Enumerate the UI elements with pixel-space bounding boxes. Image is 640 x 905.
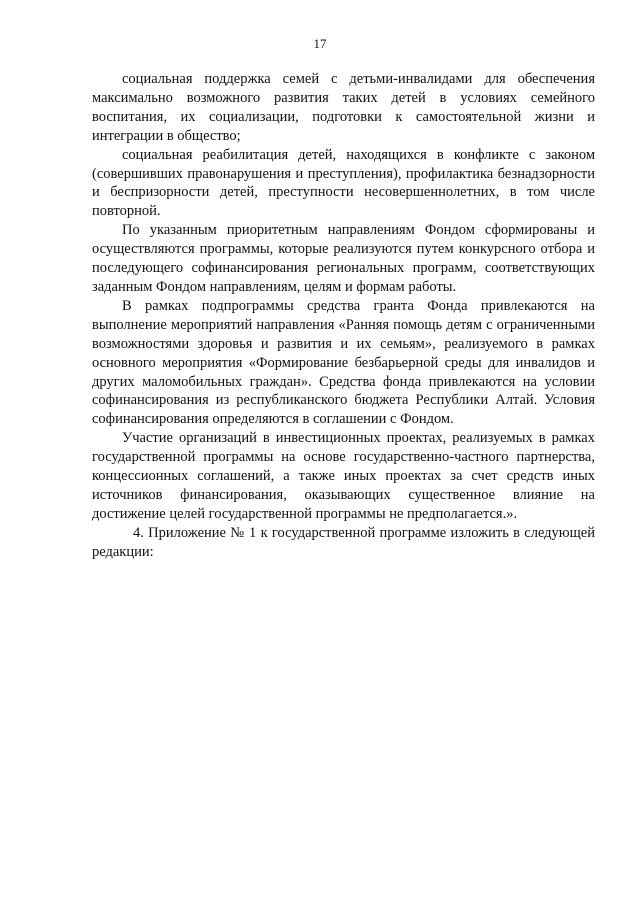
paragraph-social-rehabilitation: социальная реабилитация детей, находящихся в конфликте с законом (совершивших правонарушения и преступления), профилактика безнадзорности и беспризорности детей, преступности несовершеннолетних, в том числе повторной.: [92, 146, 595, 220]
paragraph-investment-projects: Участие организаций в инвестиционных проектах, реализуемых в рамках государственной программы на основе государственно-частного партнерства, концессионных соглашений, а также иных проектах за счет средств иных источников финансирования, оказывающих существенное влияние на достижение целей государственной программы не предполагается.».: [92, 430, 595, 522]
paragraph-item-4: 4. Приложение № 1 к государственной программе изложить в следующей редакции:: [92, 524, 595, 560]
paragraph-fund-programs: По указанным приоритетным направлениям Фондом сформированы и осуществляются программы, которые реализуются путем конкурсного отбора и последующего софинансирования региональных программ, соответствующих заданным Фондом направлениям, целям и формам работы.: [92, 222, 595, 295]
paragraph-grant-funds: В рамках подпрограммы средства гранта Фонда привлекаются на выполнение мероприятий направления «Ранняя помощь детям с ограниченными возможностями здоровья и развития и их семьям», реализуемого в рамках основного мероприятия «Формирование безбарьерной среды для инвалидов и других маломобильных граждан». Средства фонда привлекаются на условии софинансирования из республиканского бюджета Республики Алтай. Условия софинансирования определяются в соглашении с Фондом.: [92, 297, 595, 428]
page-number: 17: [313, 36, 327, 51]
document-body: [92, 70, 595, 562]
paragraph-social-support: социальная поддержка семей с детьми-инвалидами для обеспечения максимально возможного развития таких детей в условиях семейного воспитания, их социализации, подготовки к самостоятельной жизни и интеграции в общество;: [92, 71, 595, 144]
